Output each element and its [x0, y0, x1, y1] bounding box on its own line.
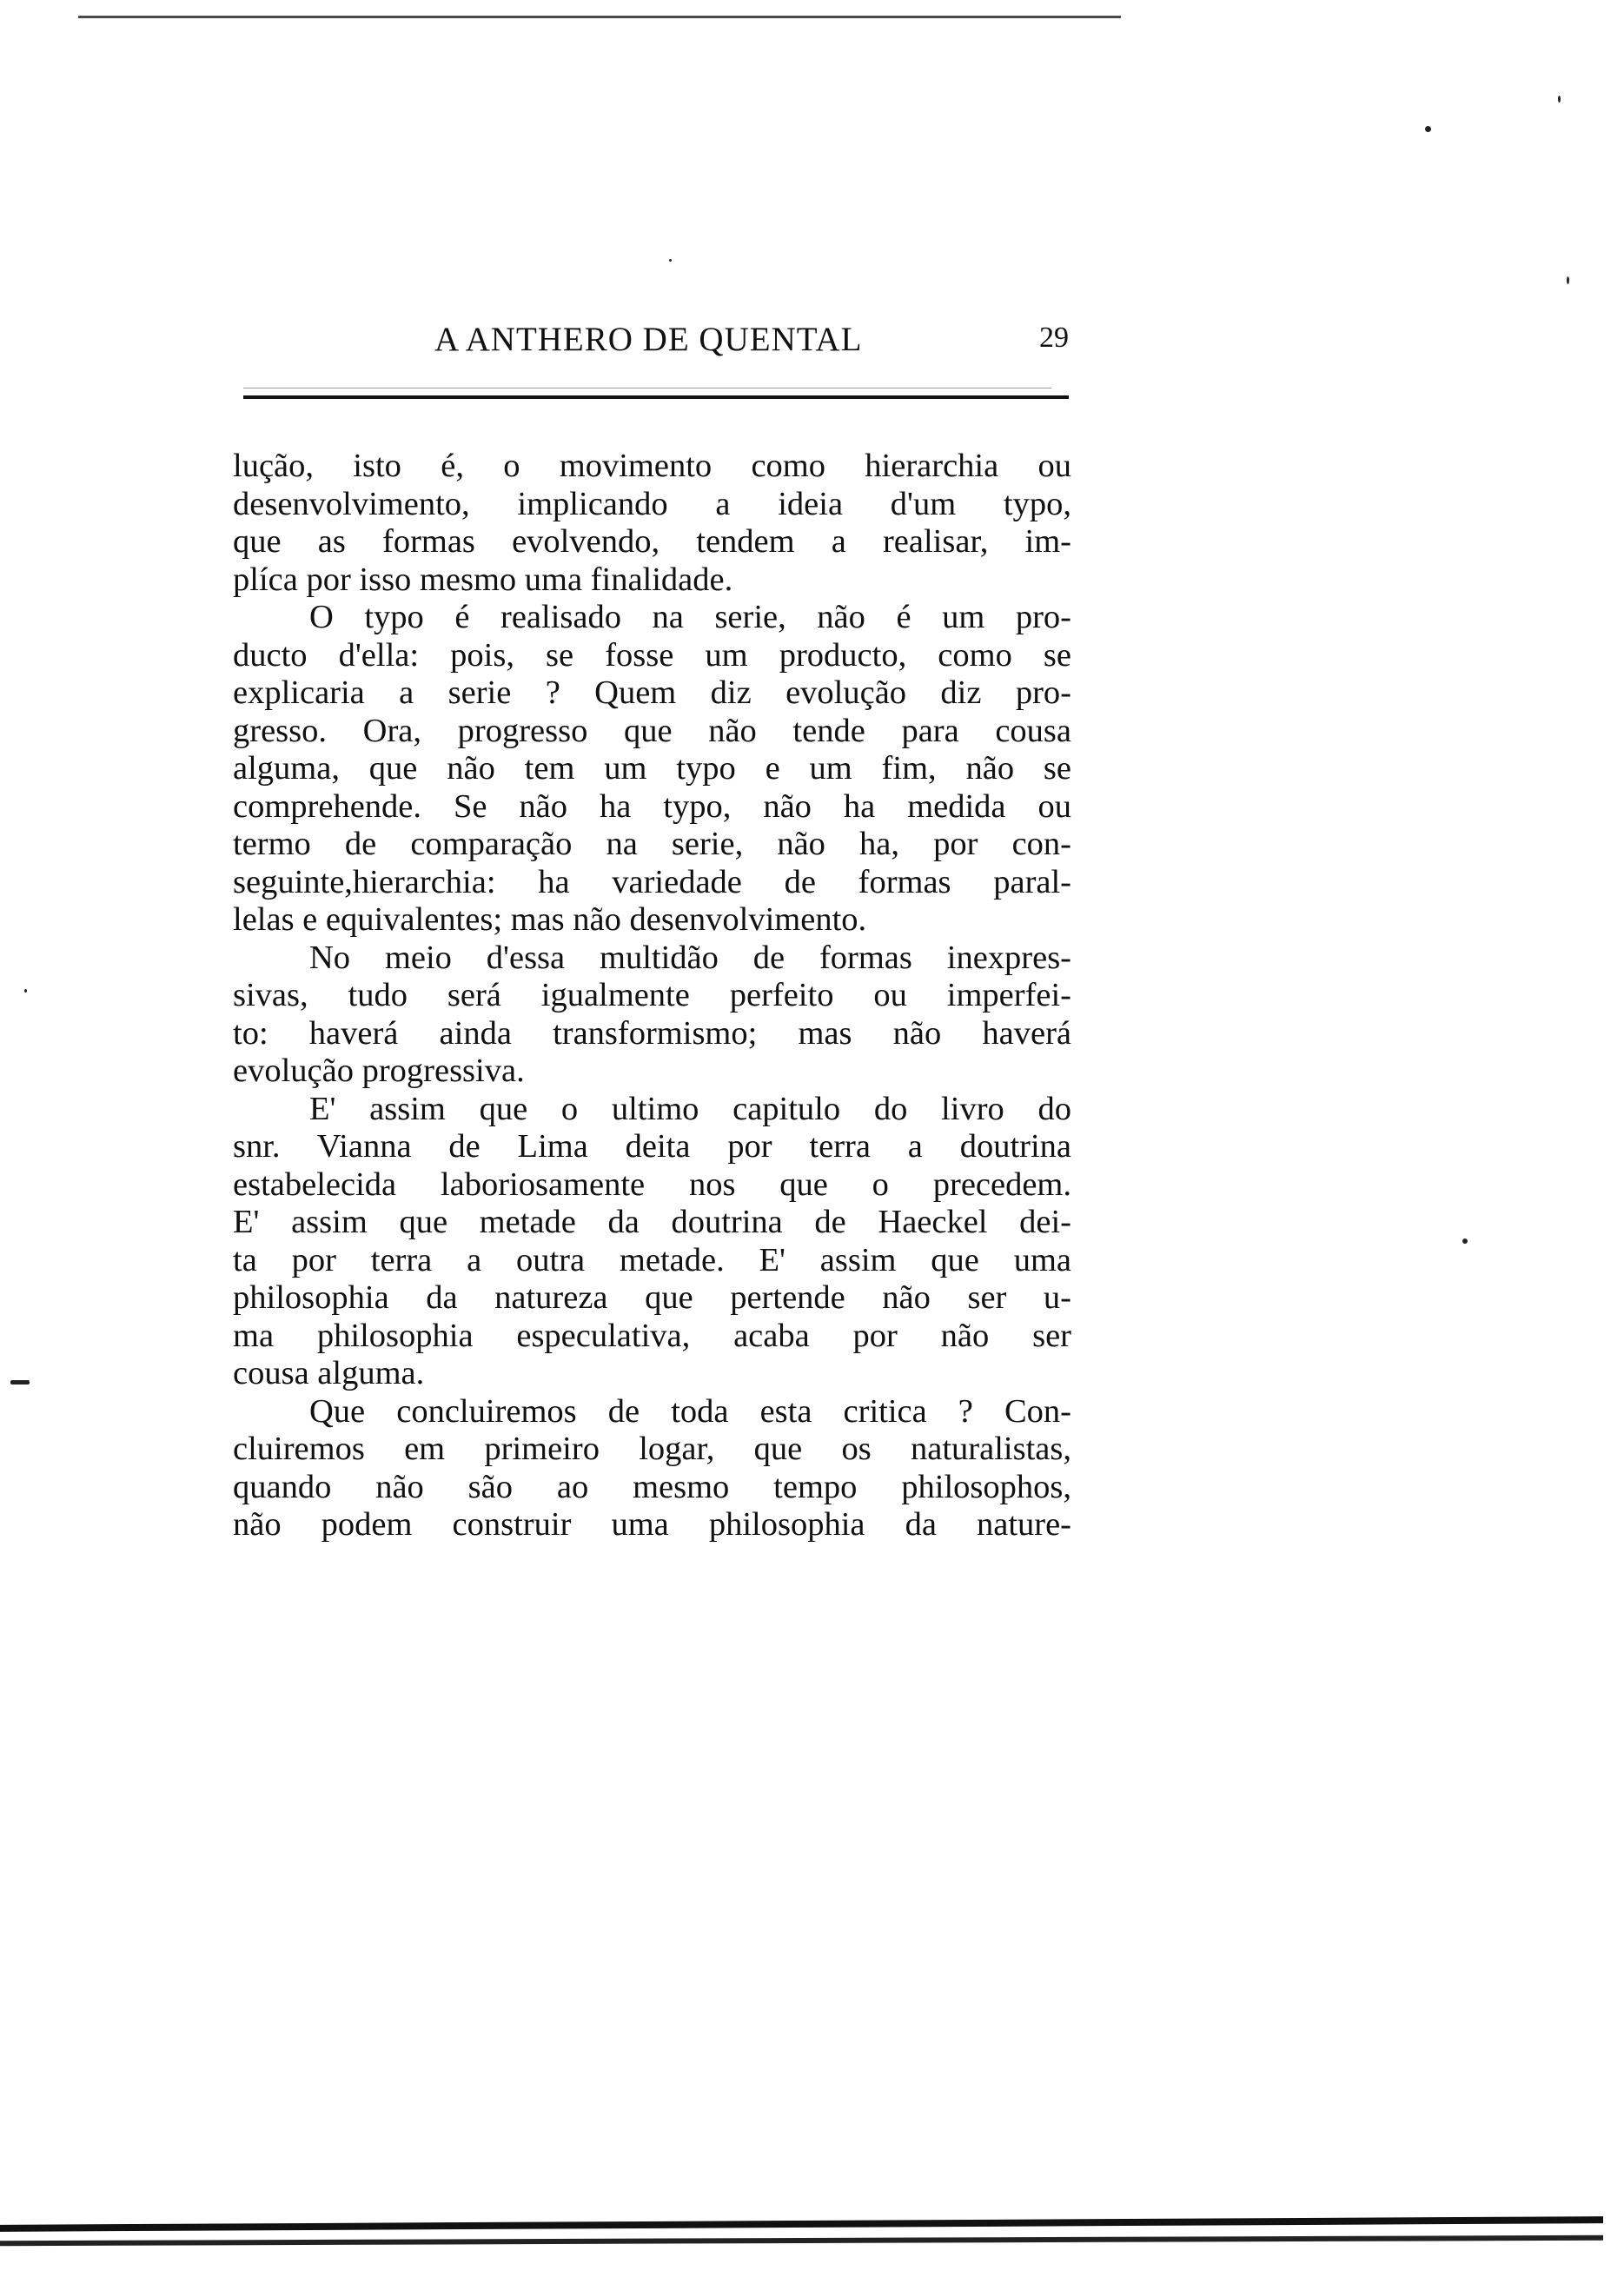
text-line: plíca por isso mesmo uma finalidade.	[233, 561, 733, 598]
text-line: cousa alguma.	[233, 1355, 425, 1391]
scan-speck	[1425, 126, 1431, 132]
running-title: A ANTHERO DE QUENTAL	[434, 321, 863, 358]
text-line: seguinte,hierarchia: ha variedade de formas paral-	[233, 863, 1071, 900]
text-line: alguma, que não tem um typo e um fim, não se	[233, 750, 1071, 787]
paragraph-start-line: No meio d'essa multidão de formas inexpres-	[309, 939, 1071, 976]
text-line: que as formas evolvendo, tendem a realisar, im-	[233, 523, 1071, 560]
paragraph-start-line: O typo é realisado na serie, não é um pro-	[309, 599, 1071, 635]
paragraph-start-line: E' assim que o ultimo capitulo do livro do	[309, 1090, 1071, 1127]
text-line: quando não são ao mesmo tempo philosophos,	[233, 1468, 1071, 1505]
text-line: não podem construir uma philosophia da nature-	[233, 1506, 1071, 1543]
page-number: 29	[1039, 322, 1069, 354]
text-line: lelas e equivalentes; mas não desenvolvimento.	[233, 901, 867, 938]
scan-speck	[1558, 96, 1561, 103]
text-line: snr. Vianna de Lima deita por terra a doutrina	[233, 1128, 1071, 1165]
text-line: ma philosophia especulativa, acaba por não ser	[233, 1317, 1071, 1354]
text-line: explicaria a serie ? Quem diz evolução diz pro-	[233, 674, 1071, 711]
body-text	[233, 448, 1071, 1544]
scan-speck	[669, 259, 672, 262]
text-line: ta por terra a outra metade. E' assim que uma	[233, 1241, 1071, 1278]
header-rule	[243, 395, 1069, 399]
text-line: lução, isto é, o movimento como hierarchia ou	[233, 448, 1071, 484]
text-line: desenvolvimento, implicando a ideia d'um typo,	[233, 485, 1071, 522]
text-line: gresso. Ora, progresso que não tende para cousa	[233, 712, 1071, 749]
text-line: termo de comparação na serie, não ha, por con-	[233, 826, 1071, 862]
scan-speck	[10, 1380, 30, 1385]
bottom-edge-rule	[0, 2216, 1603, 2232]
top-edge-rule	[78, 16, 1121, 18]
text-line: cluiremos em primeiro logar, que os naturalistas,	[233, 1431, 1071, 1467]
scan-speck	[1462, 1238, 1468, 1244]
text-line: philosophia da natureza que pertende não ser u-	[233, 1279, 1071, 1316]
text-line: sivas, tudo será igualmente perfeito ou imperfei-	[233, 977, 1071, 1013]
text-line: comprehende. Se não ha typo, não ha medida ou	[233, 787, 1071, 825]
text-line: E' assim que metade da doutrina de Haeckel dei-	[233, 1204, 1071, 1240]
text-line: estabelecida laboriosamente nos que o precedem.	[233, 1165, 1071, 1203]
bottom-edge-rule-2	[0, 2235, 1603, 2246]
scan-speck	[1567, 276, 1569, 284]
text-line: to: haverá ainda transformismo; mas não haverá	[233, 1014, 1071, 1052]
text-line: ducto d'ella: pois, se fosse um producto, como se	[233, 636, 1071, 674]
running-header	[243, 320, 1069, 363]
text-line: evolução progressiva.	[233, 1052, 525, 1089]
scan-speck	[24, 989, 27, 993]
paragraph-start-line: Que concluiremos de toda esta critica ? Con-	[309, 1392, 1071, 1430]
